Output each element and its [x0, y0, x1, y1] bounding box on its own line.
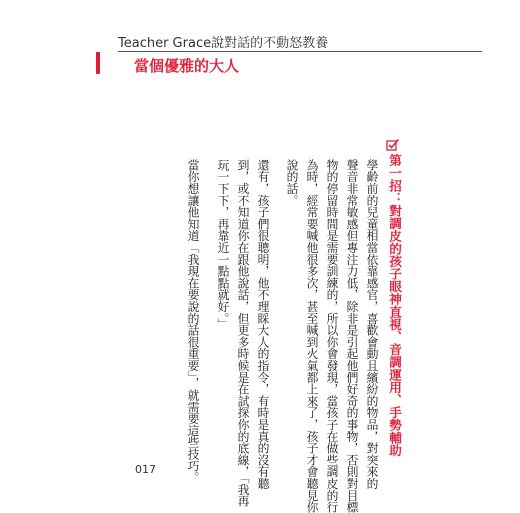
body-line: 玩一下下，再靠近一點點就好。」 [216, 159, 230, 331]
checkbox-pen-icon [386, 138, 400, 152]
header-rule [118, 51, 482, 52]
body-line: 說的話。 [285, 159, 299, 207]
tip-heading: 第一招：對調皮的孩子眼神直視、音調運用、手勢輔助 [387, 154, 402, 457]
body-line: 為時，經常要喊他很多次，甚至喊到火氣都上來了，孩子才會聽見你 [305, 159, 319, 513]
body-line: 聲音非常敏感但專注力低，除非是引起他們好奇的事物，否則對目標 [345, 159, 359, 513]
body-line: 到，或不知道你在跟他說話，但更多時候是在試探你的底線，「我再 [236, 159, 250, 508]
chapter-accent-strip [96, 52, 100, 74]
body-line: 當你想讓他知道「我現在要說的話很重要」，就需要這些技巧。 [186, 159, 200, 484]
page-number: 017 [135, 463, 156, 476]
body-line: 物的停留時間是需要訓練的，所以你會發現，當孩子在做些調皮的行 [325, 159, 339, 513]
body-line: 還有，孩子們很聰明，他不理睬大人的指令，有時是真的沒有聽 [256, 159, 270, 490]
body-line: 學齡前的兒童相當依靠感官，喜歡會動且繽紛的物品，對突來的 [365, 159, 379, 490]
header-title: Teacher Grace說對話的不動怒教養 [118, 36, 329, 51]
chapter-title: 當個優雅的大人 [134, 57, 240, 75]
